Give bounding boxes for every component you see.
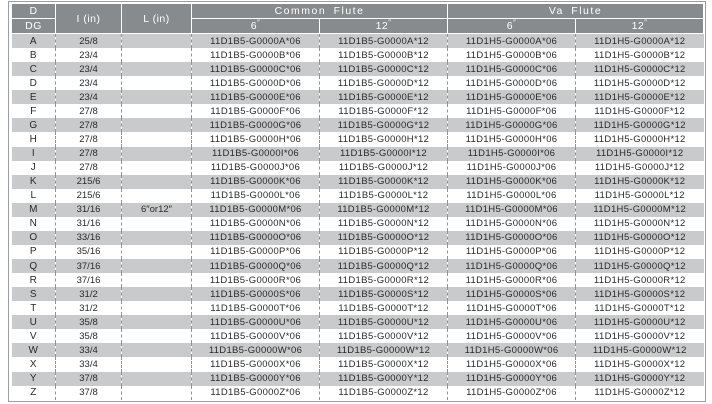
common-flute-6-cell: 11D1B5-G0000S*06 — [192, 287, 320, 301]
va-flute-12-cell: 11D1H5-G0000A*12 — [576, 34, 704, 49]
i-value-cell: 35/8 — [56, 315, 122, 329]
common-flute-6-cell: 11D1B5-G0000G*06 — [192, 118, 320, 132]
va-flute-6-cell: 11D1H5-G0000X*06 — [448, 357, 576, 371]
i-value-cell: 31/16 — [56, 203, 122, 217]
va-flute-6-cell: 11D1H5-G0000K*06 — [448, 175, 576, 189]
i-value-cell: 27/8 — [56, 104, 122, 118]
i-value-cell: 35/8 — [56, 329, 122, 343]
l-value-cell: 6″or12″ — [122, 203, 192, 217]
va-flute-6-cell: 11D1H5-G0000I*06 — [448, 147, 576, 161]
dg-cell: B — [29, 49, 37, 61]
va-flute-12-cell: 11D1H5-G0000D*12 — [576, 76, 704, 90]
dg-cell: T — [30, 302, 37, 314]
va-flute-6-cell: 11D1H5-G0000N*06 — [448, 217, 576, 231]
i-value-cell: 215/6 — [56, 175, 122, 189]
i-value-cell: 23/4 — [56, 90, 122, 104]
common-flute-6-cell: 11D1B5-G0000P*06 — [192, 245, 320, 259]
dg-cell: S — [12, 287, 56, 301]
va-flute-6-cell: 11D1H5-G0000M*06 — [448, 203, 576, 217]
va-flute-12-cell: 11D1H5-G0000V*12 — [576, 329, 704, 343]
header-d: D — [12, 4, 56, 19]
va-flute-12-cell: 11D1H5-G0000X*12 — [576, 357, 704, 371]
common-flute-12-cell: 11D1B5-G0000J*12 — [320, 161, 448, 175]
common-flute-6-cell: 11D1B5-G0000J*06 — [192, 161, 320, 175]
i-value-cell: 37/16 — [56, 273, 122, 287]
i-value-cell: 35/16 — [56, 245, 122, 259]
l-value-cell — [122, 245, 192, 259]
table-row — [12, 287, 704, 301]
table-row — [12, 76, 704, 90]
l-value-cell — [122, 48, 192, 62]
i-value-cell: 27/8 — [56, 118, 122, 132]
va-flute-6-cell: 11D1H5-G0000F*06 — [448, 104, 576, 118]
header-common-flute: Common Flute — [192, 4, 448, 19]
l-value-cell — [122, 357, 192, 371]
i-value-cell: 23/4 — [56, 76, 122, 90]
dg-cell: Y — [12, 372, 56, 386]
common-flute-12-cell: 11D1B5-G0000L*12 — [320, 189, 448, 203]
va-flute-6-cell: 11D1H5-G0000Z*06 — [448, 386, 576, 400]
l-value-cell — [122, 90, 192, 104]
header-va-6: 6″ — [448, 19, 576, 34]
va-flute-6-cell: 11D1H5-G0000J*06 — [448, 161, 576, 175]
header-l-in: L (in) — [122, 4, 192, 34]
header-va-flute: Va Flute — [448, 4, 704, 19]
va-flute-12-cell: 11D1H5-G0000I*12 — [576, 147, 704, 161]
dg-cell: P — [29, 246, 37, 258]
common-flute-6-cell: 11D1B5-G0000N*06 — [192, 217, 320, 231]
common-flute-12-cell: 11D1B5-G0000G*12 — [320, 118, 448, 132]
dg-cell: E — [12, 90, 56, 104]
common-flute-6-cell: 11D1B5-G0000Z*06 — [192, 386, 320, 400]
table-header — [12, 4, 704, 34]
common-flute-6-cell: 11D1B5-G0000L*06 — [192, 189, 320, 203]
common-flute-6-cell: 11D1B5-G0000M*06 — [192, 203, 320, 217]
i-value-cell: 33/16 — [56, 231, 122, 245]
table-row — [12, 315, 704, 329]
common-flute-6-cell: 11D1B5-G0000D*06 — [192, 76, 320, 90]
table-row — [12, 175, 704, 189]
header-va-12: 12″ — [576, 19, 704, 34]
va-flute-12-cell: 11D1H5-G0000F*12 — [576, 104, 704, 118]
common-flute-6-cell: 11D1B5-G0000F*06 — [192, 104, 320, 118]
table-row — [12, 343, 704, 357]
dg-cell: R — [29, 274, 37, 286]
common-flute-12-cell: 11D1B5-G0000E*12 — [320, 90, 448, 104]
l-value-cell — [122, 118, 192, 132]
common-flute-12-cell: 11D1B5-G0000X*12 — [320, 357, 448, 371]
dg-cell: I — [12, 147, 56, 161]
va-flute-12-cell: 11D1H5-G0000N*12 — [576, 217, 704, 231]
common-flute-6-cell: 11D1B5-G0000K*06 — [192, 175, 320, 189]
va-flute-6-cell: 11D1H5-G0000T*06 — [448, 301, 576, 315]
dg-cell: G — [12, 118, 56, 132]
table-row — [12, 189, 704, 203]
table-row — [12, 273, 704, 287]
common-flute-12-cell: 11D1B5-G0000V*12 — [320, 329, 448, 343]
table-row — [12, 161, 704, 175]
va-flute-12-cell: 11D1H5-G0000C*12 — [576, 62, 704, 76]
va-flute-6-cell: 11D1H5-G0000U*06 — [448, 315, 576, 329]
va-flute-12-cell: 11D1H5-G0000U*12 — [576, 315, 704, 329]
l-value-cell — [122, 273, 192, 287]
common-flute-6-cell: 11D1B5-G0000B*06 — [192, 48, 320, 62]
common-flute-12-cell: 11D1B5-G0000W*12 — [320, 343, 448, 357]
dg-cell: K — [12, 175, 56, 189]
common-flute-6-cell: 11D1B5-G0000V*06 — [192, 329, 320, 343]
table-row — [12, 62, 704, 76]
dg-cell: F — [30, 105, 37, 117]
common-flute-6-cell: 11D1B5-G0000W*06 — [192, 343, 320, 357]
header-common-6: 6″ — [192, 19, 320, 34]
dg-cell: M — [12, 203, 56, 217]
table-row — [12, 118, 704, 132]
i-value-cell: 27/8 — [56, 132, 122, 146]
va-flute-12-cell: 11D1H5-G0000K*12 — [576, 175, 704, 189]
dg-cell: X — [29, 358, 37, 370]
va-flute-6-cell: 11D1H5-G0000B*06 — [448, 48, 576, 62]
va-flute-6-cell: 11D1H5-G0000Y*06 — [448, 372, 576, 386]
l-value-cell — [122, 132, 192, 146]
table-body — [12, 34, 704, 401]
va-flute-12-cell: 11D1H5-G0000E*12 — [576, 90, 704, 104]
l-value-cell — [122, 315, 192, 329]
i-value-cell: 33/4 — [56, 343, 122, 357]
l-value-cell — [122, 231, 192, 245]
va-flute-12-cell: 11D1H5-G0000P*12 — [576, 245, 704, 259]
dg-cell: H — [29, 133, 37, 145]
table-row — [12, 259, 704, 273]
l-value-cell — [122, 161, 192, 175]
i-value-cell: 23/4 — [56, 62, 122, 76]
common-flute-12-cell: 11D1B5-G0000T*12 — [320, 301, 448, 315]
i-value-cell: 25/8 — [56, 34, 122, 49]
va-flute-6-cell: 11D1H5-G0000E*06 — [448, 90, 576, 104]
i-value-cell: 31/2 — [56, 287, 122, 301]
common-flute-12-cell: 11D1B5-G0000H*12 — [320, 132, 448, 146]
dg-cell: A — [12, 34, 56, 49]
l-value-cell — [122, 259, 192, 273]
l-value-cell — [122, 104, 192, 118]
l-value-cell — [122, 343, 192, 357]
va-flute-6-cell: 11D1H5-G0000G*06 — [448, 118, 576, 132]
dg-cell: V — [29, 330, 37, 342]
va-flute-6-cell: 11D1H5-G0000W*06 — [448, 343, 576, 357]
i-value-cell: 37/8 — [56, 386, 122, 400]
va-flute-6-cell: 11D1H5-G0000S*06 — [448, 287, 576, 301]
va-flute-6-cell: 11D1H5-G0000V*06 — [448, 329, 576, 343]
common-flute-12-cell: 11D1B5-G0000U*12 — [320, 315, 448, 329]
common-flute-12-cell: 11D1B5-G0000Y*12 — [320, 372, 448, 386]
va-flute-6-cell: 11D1H5-G0000R*06 — [448, 273, 576, 287]
i-value-cell: 31/16 — [56, 217, 122, 231]
l-value-cell — [122, 217, 192, 231]
va-flute-12-cell: 11D1H5-G0000O*12 — [576, 231, 704, 245]
l-value-cell — [122, 287, 192, 301]
common-flute-6-cell: 11D1B5-G0000A*06 — [192, 34, 320, 49]
va-flute-6-cell: 11D1H5-G0000H*06 — [448, 132, 576, 146]
table-row — [12, 90, 704, 104]
table-row — [12, 217, 704, 231]
spec-table-frame — [8, 1, 706, 402]
dg-cell: C — [12, 62, 56, 76]
va-flute-6-cell: 11D1H5-G0000L*06 — [448, 189, 576, 203]
table-row — [12, 132, 704, 146]
table-row — [12, 147, 704, 161]
common-flute-12-cell: 11D1B5-G0000K*12 — [320, 175, 448, 189]
common-flute-6-cell: 11D1B5-G0000U*06 — [192, 315, 320, 329]
common-flute-6-cell: 11D1B5-G0000R*06 — [192, 273, 320, 287]
i-value-cell: 27/8 — [56, 161, 122, 175]
i-value-cell: 31/2 — [56, 301, 122, 315]
va-flute-12-cell: 11D1H5-G0000B*12 — [576, 48, 704, 62]
table-row — [12, 357, 704, 371]
header-dg: DG — [12, 19, 56, 34]
dg-cell: Q — [12, 259, 56, 273]
common-flute-12-cell: 11D1B5-G0000C*12 — [320, 62, 448, 76]
l-value-cell — [122, 34, 192, 49]
common-flute-12-cell: 11D1B5-G0000S*12 — [320, 287, 448, 301]
table-row — [12, 34, 704, 49]
common-flute-12-cell: 11D1B5-G0000Z*12 — [320, 386, 448, 400]
parts-spec-table — [11, 3, 704, 400]
i-value-cell: 33/4 — [56, 357, 122, 371]
table-row — [12, 104, 704, 118]
va-flute-12-cell: 11D1H5-G0000T*12 — [576, 301, 704, 315]
common-flute-12-cell: 11D1B5-G0000M*12 — [320, 203, 448, 217]
va-flute-12-cell: 11D1H5-G0000L*12 — [576, 189, 704, 203]
l-value-cell — [122, 372, 192, 386]
common-flute-6-cell: 11D1B5-G0000O*06 — [192, 231, 320, 245]
common-flute-6-cell: 11D1B5-G0000Y*06 — [192, 372, 320, 386]
common-flute-12-cell: 11D1B5-G0000F*12 — [320, 104, 448, 118]
dg-cell: L — [30, 190, 37, 202]
va-flute-6-cell: 11D1H5-G0000C*06 — [448, 62, 576, 76]
header-common-12: 12″ — [320, 19, 448, 34]
va-flute-12-cell: 11D1H5-G0000H*12 — [576, 132, 704, 146]
common-flute-12-cell: 11D1B5-G0000I*12 — [320, 147, 448, 161]
common-flute-6-cell: 11D1B5-G0000T*06 — [192, 301, 320, 315]
table-row — [12, 48, 704, 62]
va-flute-6-cell: 11D1H5-G0000P*06 — [448, 245, 576, 259]
common-flute-12-cell: 11D1B5-G0000A*12 — [320, 34, 448, 49]
common-flute-6-cell: 11D1B5-G0000E*06 — [192, 90, 320, 104]
common-flute-6-cell: 11D1B5-G0000C*06 — [192, 62, 320, 76]
header-i-in: I (in) — [56, 4, 122, 34]
common-flute-6-cell: 11D1B5-G0000H*06 — [192, 132, 320, 146]
va-flute-12-cell: 11D1H5-G0000Z*12 — [576, 386, 704, 400]
common-flute-12-cell: 11D1B5-G0000D*12 — [320, 76, 448, 90]
l-value-cell — [122, 76, 192, 90]
table-row — [12, 386, 704, 400]
table-row — [12, 231, 704, 245]
common-flute-6-cell: 11D1B5-G0000X*06 — [192, 357, 320, 371]
common-flute-12-cell: 11D1B5-G0000B*12 — [320, 48, 448, 62]
l-value-cell — [122, 329, 192, 343]
va-flute-6-cell: 11D1H5-G0000Q*06 — [448, 259, 576, 273]
table-row — [12, 372, 704, 386]
dg-cell: N — [29, 218, 37, 230]
dg-cell: J — [30, 162, 36, 174]
dg-cell: O — [12, 231, 56, 245]
dg-cell: Z — [30, 387, 37, 399]
l-value-cell — [122, 189, 192, 203]
dg-cell: W — [12, 343, 56, 357]
i-value-cell: 37/16 — [56, 259, 122, 273]
va-flute-12-cell: 11D1H5-G0000R*12 — [576, 273, 704, 287]
l-value-cell — [122, 386, 192, 400]
common-flute-12-cell: 11D1B5-G0000N*12 — [320, 217, 448, 231]
common-flute-12-cell: 11D1B5-G0000P*12 — [320, 245, 448, 259]
va-flute-12-cell: 11D1H5-G0000J*12 — [576, 161, 704, 175]
va-flute-12-cell: 11D1H5-G0000M*12 — [576, 203, 704, 217]
dg-cell: U — [12, 315, 56, 329]
va-flute-12-cell: 11D1H5-G0000Y*12 — [576, 372, 704, 386]
table-row — [12, 301, 704, 315]
va-flute-12-cell: 11D1H5-G0000W*12 — [576, 343, 704, 357]
va-flute-12-cell: 11D1H5-G0000S*12 — [576, 287, 704, 301]
va-flute-12-cell: 11D1H5-G0000Q*12 — [576, 259, 704, 273]
table-row — [12, 245, 704, 259]
common-flute-12-cell: 11D1B5-G0000R*12 — [320, 273, 448, 287]
dg-cell: D — [29, 77, 37, 89]
l-value-cell — [122, 147, 192, 161]
common-flute-6-cell: 11D1B5-G0000I*06 — [192, 147, 320, 161]
table-row — [12, 329, 704, 343]
i-value-cell: 27/8 — [56, 147, 122, 161]
va-flute-6-cell: 11D1H5-G0000A*06 — [448, 34, 576, 49]
common-flute-6-cell: 11D1B5-G0000Q*06 — [192, 259, 320, 273]
l-value-cell — [122, 301, 192, 315]
common-flute-12-cell: 11D1B5-G0000Q*12 — [320, 259, 448, 273]
l-value-cell — [122, 175, 192, 189]
l-value-cell — [122, 62, 192, 76]
va-flute-6-cell: 11D1H5-G0000O*06 — [448, 231, 576, 245]
i-value-cell: 37/8 — [56, 372, 122, 386]
i-value-cell: 23/4 — [56, 48, 122, 62]
table-row — [12, 203, 704, 217]
common-flute-12-cell: 11D1B5-G0000O*12 — [320, 231, 448, 245]
va-flute-12-cell: 11D1H5-G0000G*12 — [576, 118, 704, 132]
va-flute-6-cell: 11D1H5-G0000D*06 — [448, 76, 576, 90]
i-value-cell: 215/6 — [56, 189, 122, 203]
